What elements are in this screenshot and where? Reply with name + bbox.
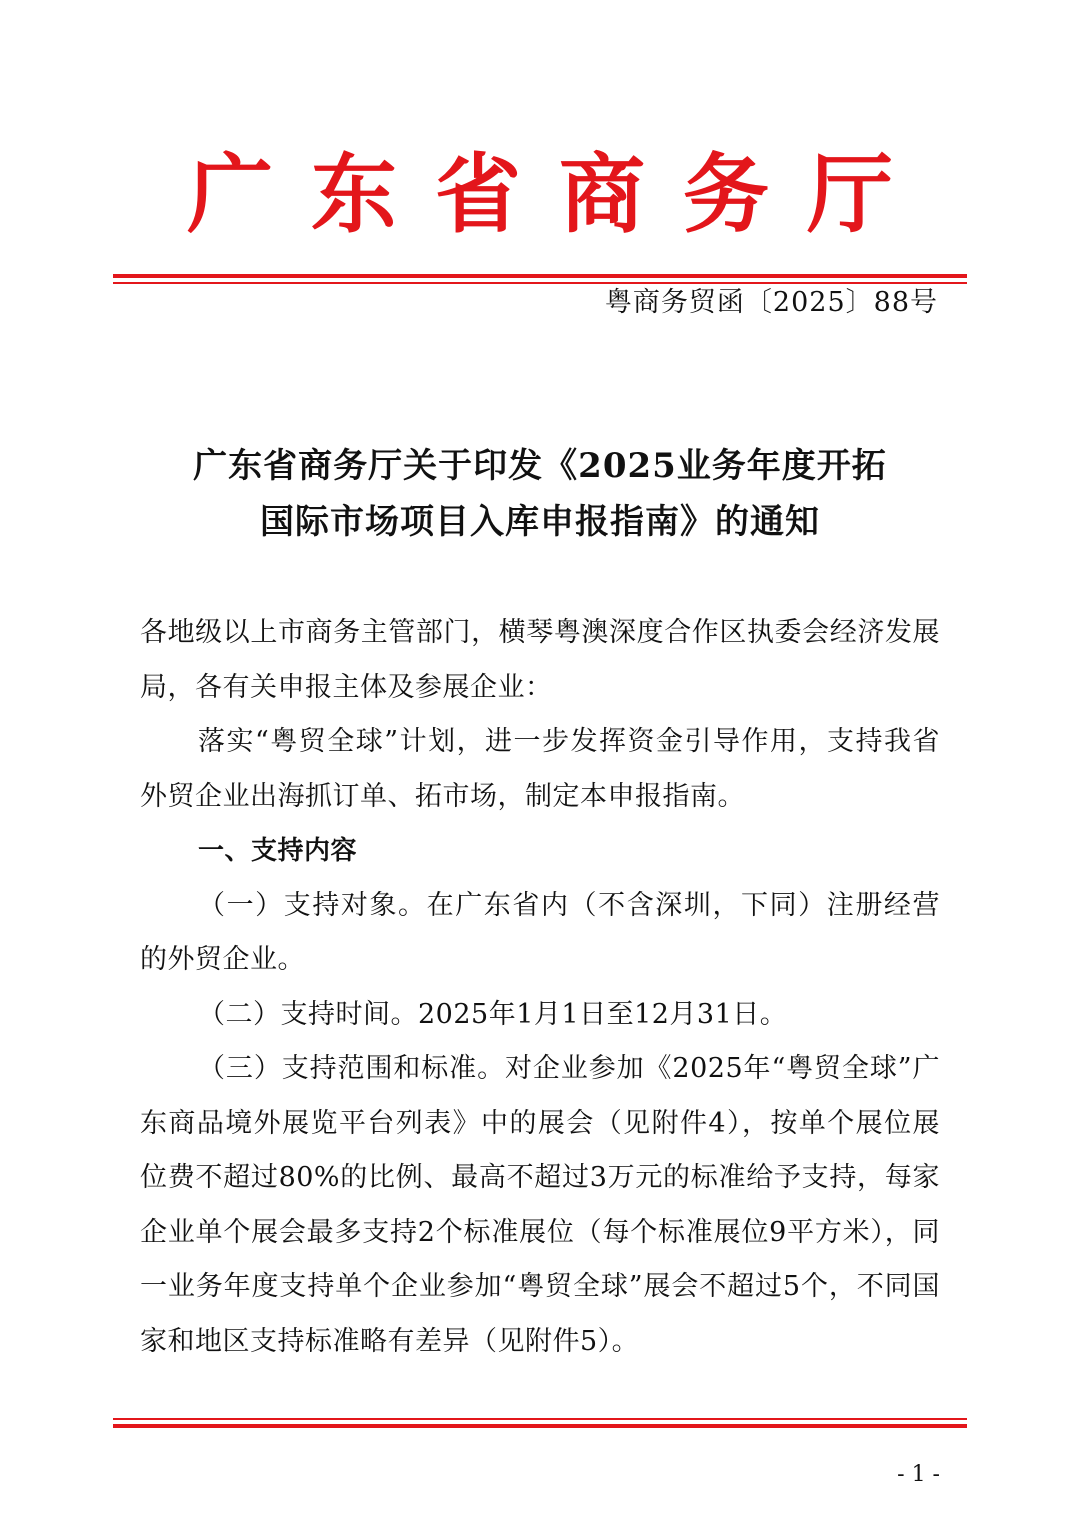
intro-paragraph: 落实“粤贸全球”计划，进一步发挥资金引导作用，支持我省外贸企业出海抓订单、拓市场，制定本申报指南。 bbox=[140, 726, 940, 812]
support-time-paragraph: （二）支持时间。2025年1月1日至12月31日。 bbox=[198, 998, 788, 1030]
footer-rule-thin bbox=[113, 1418, 967, 1420]
section-heading: 一、支持内容 bbox=[198, 836, 358, 866]
masthead-title: 广东省商务厅 bbox=[187, 144, 931, 245]
title-line-1: 广东省商务厅关于印发《2025业务年度开拓 bbox=[193, 446, 887, 486]
page-number: - 1 - bbox=[897, 1462, 940, 1487]
title-line-2: 国际市场项目入库申报指南》的通知 bbox=[260, 502, 820, 542]
support-target-paragraph: （一）支持对象。在广东省内（不含深圳，下同）注册经营的外贸企业。 bbox=[140, 889, 940, 975]
support-scope-paragraph: （三）支持范围和标准。对企业参加《2025年“粤贸全球”广东商品境外展览平台列表》中的展会（见附件4），按单个展位展位费不超过80%的比例、最高不超过3万元的标准给予支持，每家企业单个展会最多支持2个标准展位（每个标准展位9平方米），同一业务年度支持单个企业参加“粤贸全球”展会不超过5个，不同国家和地区支持标准略有差异（见附件5）。 bbox=[140, 1053, 940, 1357]
masthead-rule-thick bbox=[113, 274, 967, 278]
document-body bbox=[140, 606, 940, 1369]
salutation: 各地级以上市商务主管部门，横琴粤澳深度合作区执委会经济发展局，各有关申报主体及参展企业： bbox=[140, 617, 940, 703]
document-title bbox=[0, 438, 1080, 550]
document-number: 粤商务贸函〔2025〕88号 bbox=[604, 287, 938, 318]
footer-rule-thick bbox=[113, 1424, 967, 1428]
